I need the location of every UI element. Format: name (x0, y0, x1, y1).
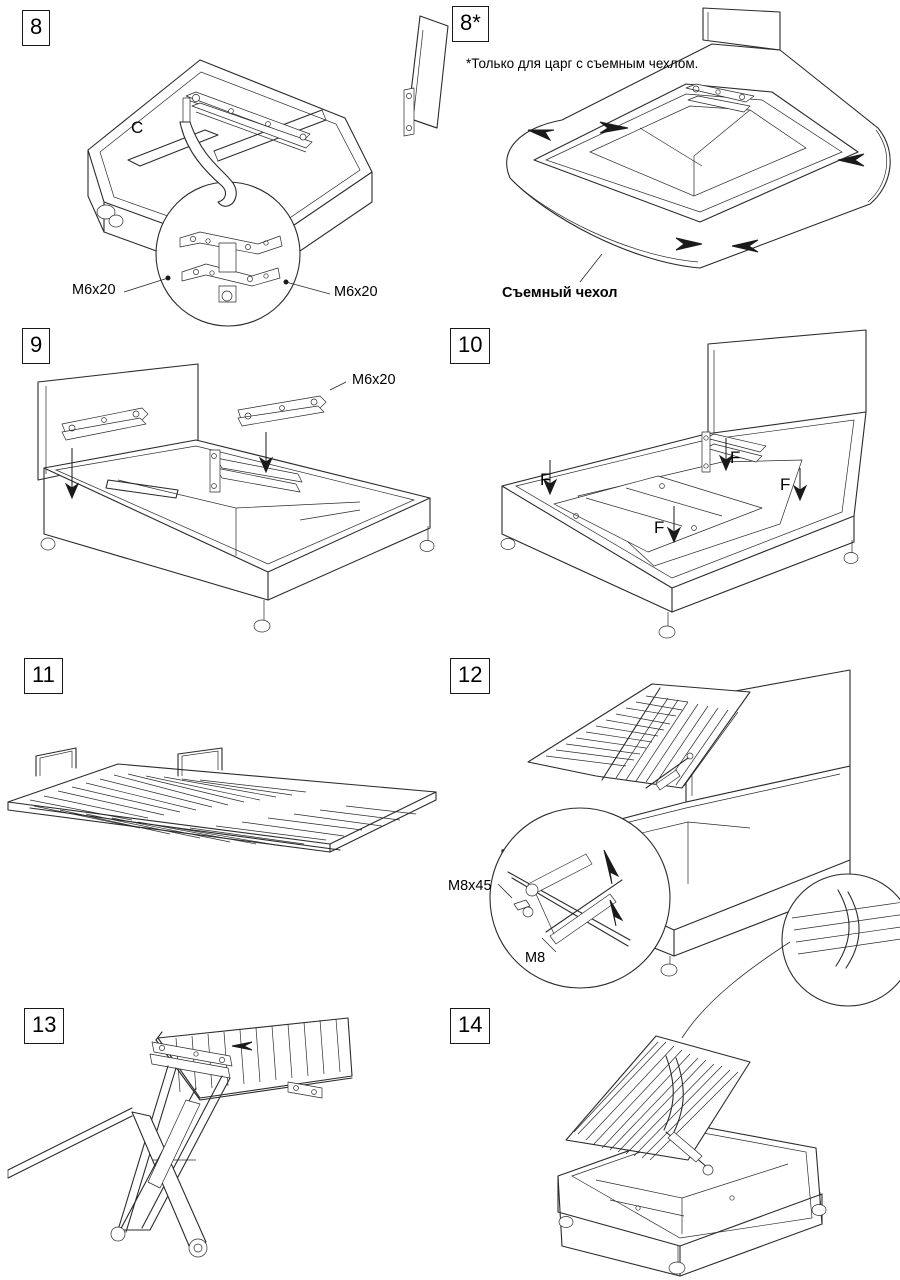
step-11-panel (0, 650, 450, 980)
step-12-panel (450, 650, 900, 980)
step-8-star-label-cover: Съемный чехол (502, 285, 618, 301)
step-10-label-f-3: F (654, 518, 665, 537)
step-9-illustration (0, 320, 450, 660)
step-14-illustration (450, 980, 900, 1280)
step-8-star-illustration (450, 0, 900, 320)
step-11-illustration (0, 650, 450, 980)
step-8-illustration (0, 0, 450, 320)
step-10-label-f-2: F (730, 448, 741, 467)
step-8-star-footnote: *Только для царг с съемным чехлом. (466, 56, 699, 71)
step-13-number: 13 (24, 1008, 64, 1044)
step-8-star-panel (450, 0, 900, 320)
step-8-panel (0, 0, 450, 320)
step-9-label-m6x20: M6x20 (352, 372, 396, 388)
step-10-number: 10 (450, 328, 490, 364)
step-13-panel (0, 980, 450, 1280)
step-12-label-m8x45: M8x45 (448, 878, 492, 894)
step-12-label-m8: M8 (525, 950, 546, 966)
step-8-star-number: 8* (452, 6, 489, 42)
step-11-number: 11 (24, 658, 63, 694)
step-8-number: 8 (22, 10, 50, 46)
step-12-number: 12 (450, 658, 490, 694)
step-9-panel (0, 320, 450, 660)
step-8-label-m6x20-left: M6x20 (72, 282, 116, 298)
step-10-label-f-1: F (540, 470, 551, 489)
step-9-number: 9 (22, 328, 50, 364)
step-10-illustration (450, 320, 900, 660)
step-13-illustration (0, 980, 450, 1280)
step-10-panel (450, 320, 900, 660)
step-12-illustration (450, 650, 900, 980)
step-10-label-f-4: F (780, 475, 791, 494)
step-8-label-c: C (131, 118, 144, 137)
step-14-panel (450, 980, 900, 1280)
step-14-number: 14 (450, 1008, 490, 1044)
step-8-label-m6x20-right: M6x20 (334, 284, 378, 300)
